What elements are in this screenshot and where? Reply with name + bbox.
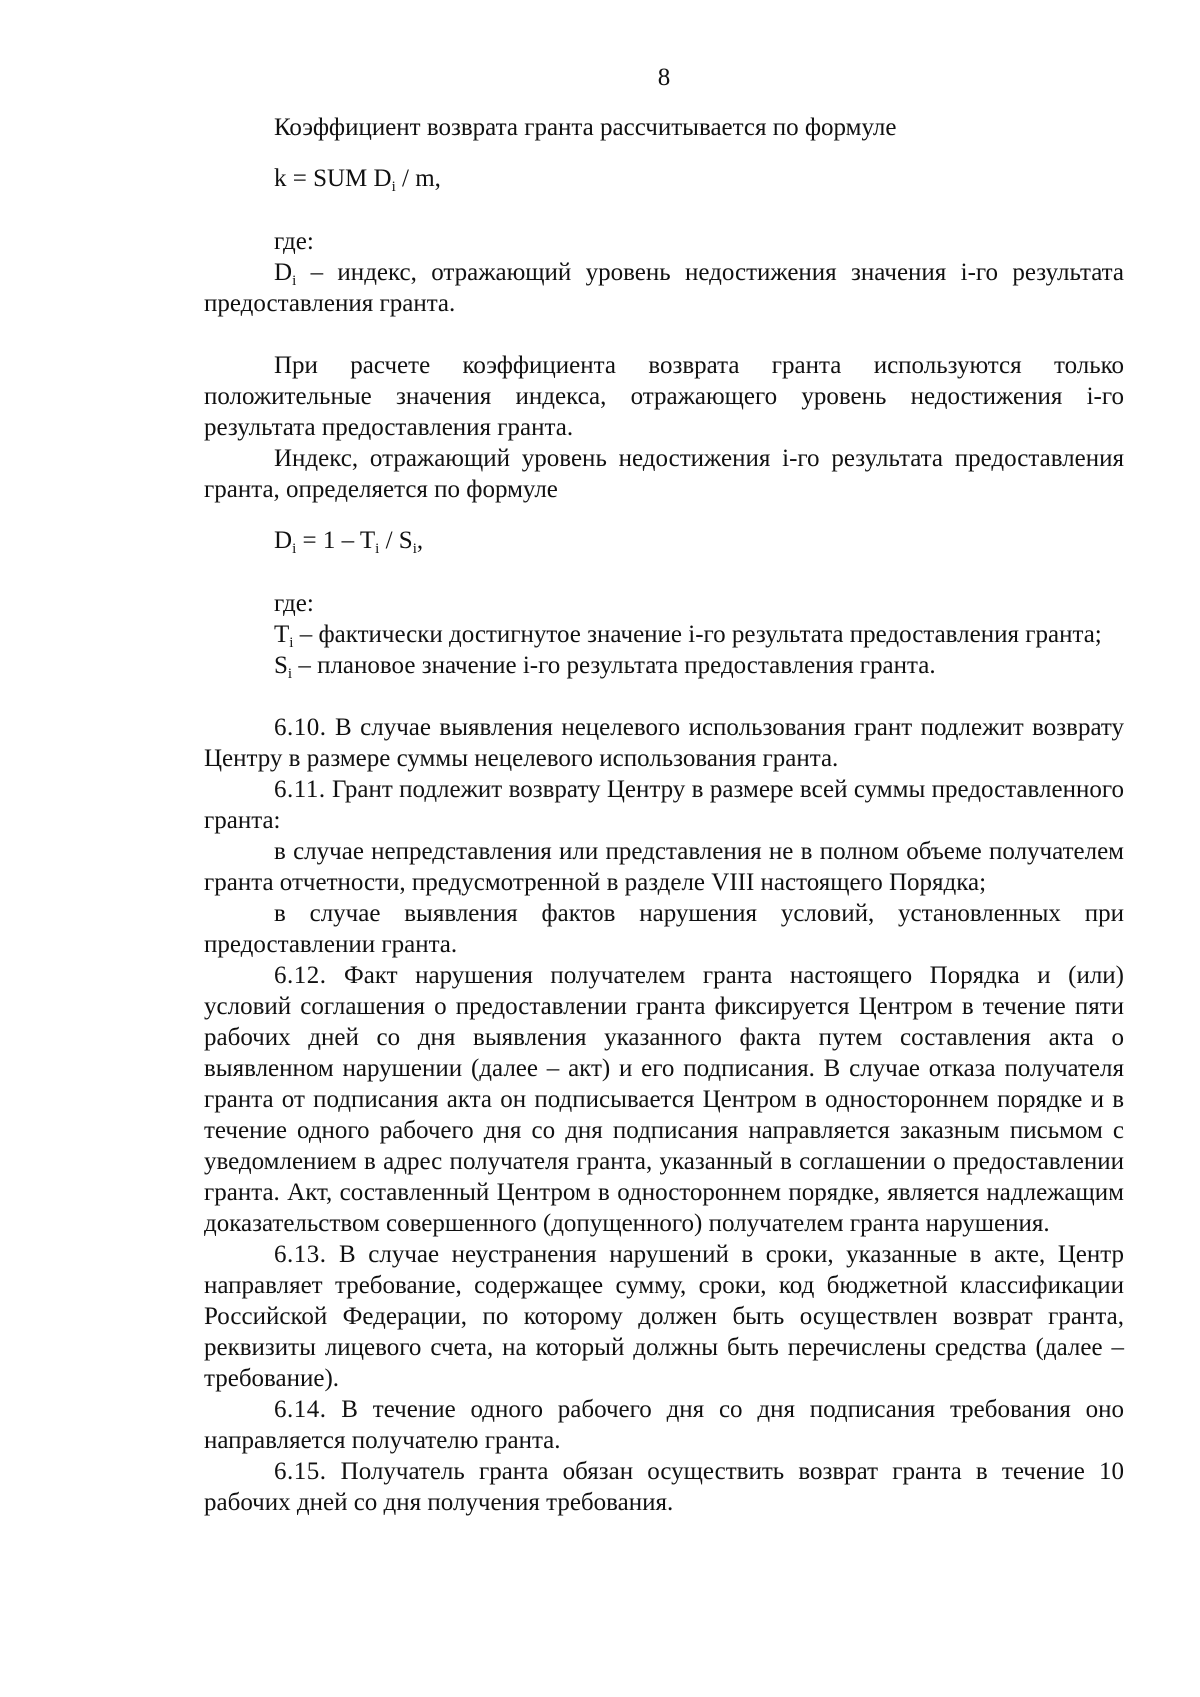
paragraph-index-formula: Индекс, отражающий уровень недостижения i-го результата предоставления гранта, определяется по формуле bbox=[204, 445, 1124, 503]
paragraph-positive-values: При расчете коэффициента возврата гранта используются только положительные значения индекса, отражающего уровень недостижения i-го результата предоставления гранта. bbox=[204, 352, 1124, 441]
clause-6-11-item-b: в случае выявления фактов нарушения условий, установленных при предоставлении гранта. bbox=[204, 900, 1124, 958]
formula-k: k = SUM $D_i$ / m, bbox=[274, 165, 441, 195]
clause-6-14: 6.14. В течение одного рабочего дня со дня подписания требования оно направляется получателю гранта. bbox=[204, 1396, 1124, 1454]
formula-k-intro: Коэффициент возврата гранта рассчитывается по формуле bbox=[274, 114, 897, 141]
clause-number: 6.15. bbox=[274, 1458, 327, 1485]
document-page bbox=[204, 62, 1124, 1518]
formula-d: $D_i = 1 - T_i / S_i$, bbox=[274, 527, 424, 557]
clause-6-11-item-a: в случае непредставления или представления не в полном объеме получателем гранта отчетности, предусмотренной в разделе VIII настоящего Порядка; bbox=[204, 838, 1124, 896]
definition-si: $S_i$ – плановое значение i-го результата предоставления гранта. bbox=[274, 652, 936, 682]
clause-number: 6.13. bbox=[274, 1241, 327, 1268]
clause-6-11: 6.11. Грант подлежит возврату Центру в размере всей суммы предоставленного гранта: bbox=[204, 776, 1124, 834]
definition-ti: $T_i$ – фактически достигнутое значение i-го результата предоставления гранта; bbox=[274, 621, 1102, 651]
clause-6-15: 6.15. Получатель гранта обязан осуществить возврат гранта в течение 10 рабочих дней со дня получения требования. bbox=[204, 1458, 1124, 1516]
clause-6-12: 6.12. Факт нарушения получателем гранта настоящего Порядка и (или) условий соглашения о предоставлении гранта фиксируется Центром в течение пяти рабочих дней со дня выявления указанного факта путем составления акта о выявленном нарушении (далее – акт) и его подписания. В случае отказа получателя гранта от подписания акта он подписывается Центром в одностороннем порядке и в течение одного рабочего дня со дня подписания направляется заказным письмом с уведомлением в адрес получателя гранта, указанный в соглашении о предоставлении гранта. Акт, составленный Центром в одностороннем порядке, является надлежащим доказательством совершенного (допущенного) получателем гранта нарушения. bbox=[204, 962, 1124, 1237]
where-label: где: bbox=[274, 228, 314, 255]
clause-number: 6.12. bbox=[274, 962, 327, 989]
where-label-2: где: bbox=[274, 590, 314, 617]
clause-6-10: 6.10. В случае выявления нецелевого использования грант подлежит возврату Центру в размере суммы нецелевого использования гранта. bbox=[204, 714, 1124, 772]
page-number: 8 bbox=[657, 64, 671, 91]
clause-number: 6.11. bbox=[274, 776, 326, 803]
clause-number: 6.14. bbox=[274, 1396, 327, 1423]
clause-number: 6.10. bbox=[274, 714, 327, 741]
clause-6-13: 6.13. В случае неустранения нарушений в сроки, указанные в акте, Центр направляет требование, содержащее сумму, сроки, код бюджетной классификации Российской Федерации, по которому должен быть осуществлен возврат гранта, реквизиты лицевого счета, на который должны быть перечислены средства (далее – требование). bbox=[204, 1241, 1124, 1392]
definition-di: $D_i$ – индекс, отражающий уровень недостижения значения i-го результата предоставления гранта. bbox=[204, 259, 1124, 317]
